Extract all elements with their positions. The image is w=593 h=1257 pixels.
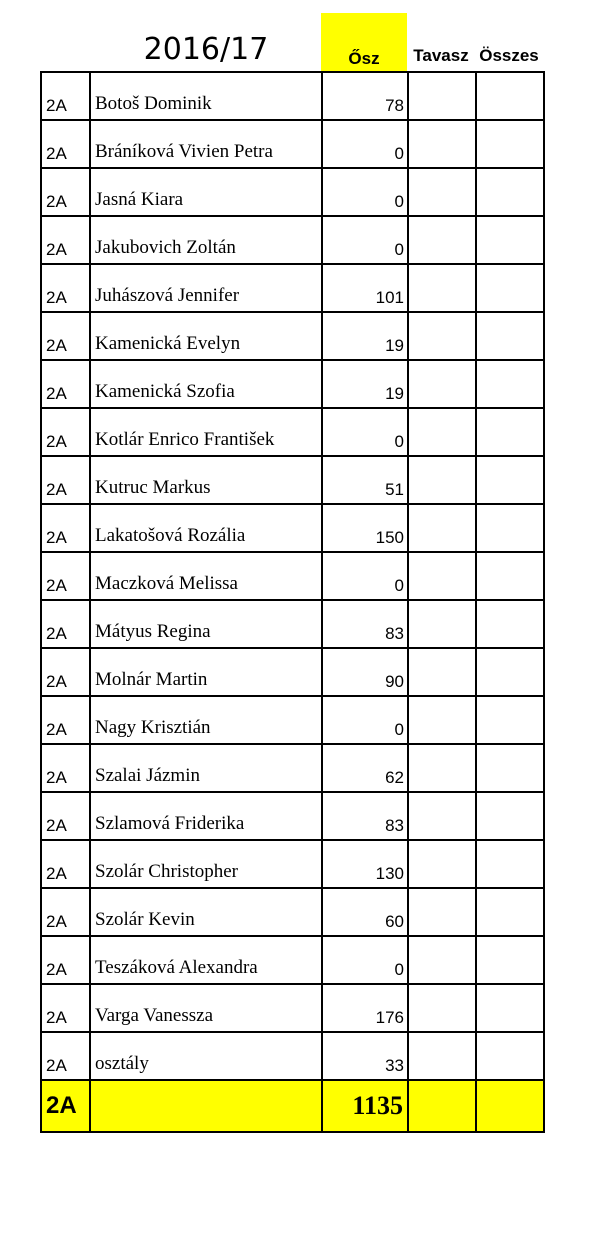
table-row <box>41 792 544 840</box>
student-name-cell: Lakatošová Rozália <box>90 504 322 552</box>
table-row <box>41 264 544 312</box>
score-table-body <box>41 72 544 1080</box>
total-class-cell: 2A <box>41 1080 90 1132</box>
class-cell: 2A <box>41 360 90 408</box>
table-row <box>41 840 544 888</box>
student-name-cell: Teszáková Alexandra <box>90 936 322 984</box>
table-row <box>41 72 544 120</box>
spring-score-cell <box>408 120 476 168</box>
total-score-cell <box>476 600 544 648</box>
spring-score-cell <box>408 552 476 600</box>
total-score-cell <box>476 360 544 408</box>
student-name-cell: Mátyus Regina <box>90 600 322 648</box>
spring-score-cell <box>408 408 476 456</box>
student-name-cell: Szolár Kevin <box>90 888 322 936</box>
spring-score-cell <box>408 888 476 936</box>
student-name-cell: Kotlár Enrico František <box>90 408 322 456</box>
table-row <box>41 552 544 600</box>
autumn-score-cell: 130 <box>322 840 408 888</box>
student-name-cell: Jakubovich Zoltán <box>90 216 322 264</box>
spring-score-cell <box>408 168 476 216</box>
student-name-cell: Maczková Melissa <box>90 552 322 600</box>
autumn-score-cell: 0 <box>322 552 408 600</box>
table-row <box>41 696 544 744</box>
student-name-cell: Szlamová Friderika <box>90 792 322 840</box>
table-row <box>41 648 544 696</box>
total-score-cell <box>476 840 544 888</box>
column-header-total: Összes <box>479 46 539 65</box>
class-cell: 2A <box>41 552 90 600</box>
autumn-score-cell: 19 <box>322 312 408 360</box>
table-row <box>41 1032 544 1080</box>
total-name-cell <box>90 1080 322 1132</box>
spring-score-cell <box>408 360 476 408</box>
class-cell: 2A <box>41 984 90 1032</box>
spring-score-cell <box>408 696 476 744</box>
student-name-cell: Molnár Martin <box>90 648 322 696</box>
table-row <box>41 984 544 1032</box>
total-score-cell <box>476 792 544 840</box>
total-score-cell <box>476 216 544 264</box>
total-score-cell <box>476 456 544 504</box>
autumn-score-cell: 83 <box>322 600 408 648</box>
column-header-spring: Tavasz <box>413 46 469 65</box>
class-cell: 2A <box>41 1032 90 1080</box>
autumn-score-cell: 51 <box>322 456 408 504</box>
autumn-score-cell: 90 <box>322 648 408 696</box>
class-cell: 2A <box>41 888 90 936</box>
class-cell: 2A <box>41 792 90 840</box>
autumn-score-cell: 0 <box>322 936 408 984</box>
spring-score-cell <box>408 312 476 360</box>
class-cell: 2A <box>41 456 90 504</box>
class-cell: 2A <box>41 936 90 984</box>
total-score-cell <box>476 120 544 168</box>
total-score-cell <box>476 1032 544 1080</box>
total-score-cell <box>476 648 544 696</box>
class-cell: 2A <box>41 120 90 168</box>
class-cell: 2A <box>41 600 90 648</box>
class-cell: 2A <box>41 216 90 264</box>
total-spring-cell <box>408 1080 476 1132</box>
autumn-score-cell: 150 <box>322 504 408 552</box>
total-score-cell <box>476 696 544 744</box>
table-row <box>41 888 544 936</box>
class-cell: 2A <box>41 696 90 744</box>
autumn-score-cell: 19 <box>322 360 408 408</box>
total-score-cell <box>476 408 544 456</box>
table-row <box>41 312 544 360</box>
table-row <box>41 168 544 216</box>
autumn-score-cell: 78 <box>322 72 408 120</box>
autumn-score-cell: 60 <box>322 888 408 936</box>
autumn-score-cell: 62 <box>322 744 408 792</box>
table-row <box>41 456 544 504</box>
autumn-score-cell: 83 <box>322 792 408 840</box>
total-score-cell <box>476 504 544 552</box>
student-name-cell: Szolár Christopher <box>90 840 322 888</box>
class-cell: 2A <box>41 840 90 888</box>
spring-score-cell <box>408 936 476 984</box>
total-score-cell <box>476 744 544 792</box>
spring-score-cell <box>408 648 476 696</box>
student-name-cell: Bráníková Vivien Petra <box>90 120 322 168</box>
class-cell: 2A <box>41 264 90 312</box>
spring-score-cell <box>408 792 476 840</box>
spring-score-cell <box>408 600 476 648</box>
autumn-score-cell: 0 <box>322 168 408 216</box>
total-score-cell <box>476 72 544 120</box>
total-sum-cell <box>476 1080 544 1132</box>
autumn-score-cell: 33 <box>322 1032 408 1080</box>
autumn-score-cell: 0 <box>322 120 408 168</box>
student-name-cell: Szalai Jázmin <box>90 744 322 792</box>
autumn-score-cell: 101 <box>322 264 408 312</box>
table-row <box>41 120 544 168</box>
table-row <box>41 600 544 648</box>
spring-score-cell <box>408 72 476 120</box>
class-cell: 2A <box>41 504 90 552</box>
table-row <box>41 216 544 264</box>
student-name-cell: Kutruc Markus <box>90 456 322 504</box>
total-score-cell <box>476 936 544 984</box>
spring-score-cell <box>408 504 476 552</box>
class-cell: 2A <box>41 312 90 360</box>
total-autumn-cell: 1135 <box>322 1080 408 1132</box>
autumn-score-cell: 0 <box>322 696 408 744</box>
table-row <box>41 744 544 792</box>
student-name-cell: Juhászová Jennifer <box>90 264 322 312</box>
spring-score-cell <box>408 744 476 792</box>
spring-score-cell <box>408 984 476 1032</box>
class-cell: 2A <box>41 168 90 216</box>
table-row <box>41 360 544 408</box>
total-score-cell <box>476 264 544 312</box>
total-row <box>41 1080 544 1132</box>
total-score-cell <box>476 312 544 360</box>
table-row <box>41 408 544 456</box>
student-name-cell: Botoš Dominik <box>90 72 322 120</box>
class-cell: 2A <box>41 72 90 120</box>
spring-score-cell <box>408 264 476 312</box>
table-row <box>41 504 544 552</box>
student-name-cell: Kamenická Szofia <box>90 360 322 408</box>
column-header-autumn: Ősz <box>321 13 407 71</box>
student-name-cell: Kamenická Evelyn <box>90 312 322 360</box>
table-row <box>41 936 544 984</box>
student-name-cell: Varga Vanessza <box>90 984 322 1032</box>
student-name-cell: osztály <box>90 1032 322 1080</box>
total-score-cell <box>476 888 544 936</box>
student-name-cell: Jasná Kiara <box>90 168 322 216</box>
spring-score-cell <box>408 840 476 888</box>
year-heading: 2016/17 <box>143 32 269 67</box>
autumn-score-cell: 176 <box>322 984 408 1032</box>
total-score-cell <box>476 552 544 600</box>
class-cell: 2A <box>41 744 90 792</box>
class-cell: 2A <box>41 648 90 696</box>
spring-score-cell <box>408 216 476 264</box>
autumn-score-cell: 0 <box>322 216 408 264</box>
class-cell: 2A <box>41 408 90 456</box>
total-score-cell <box>476 168 544 216</box>
spring-score-cell <box>408 1032 476 1080</box>
student-name-cell: Nagy Krisztián <box>90 696 322 744</box>
autumn-score-cell: 0 <box>322 408 408 456</box>
spring-score-cell <box>408 456 476 504</box>
total-score-cell <box>476 984 544 1032</box>
score-table <box>40 71 545 1133</box>
